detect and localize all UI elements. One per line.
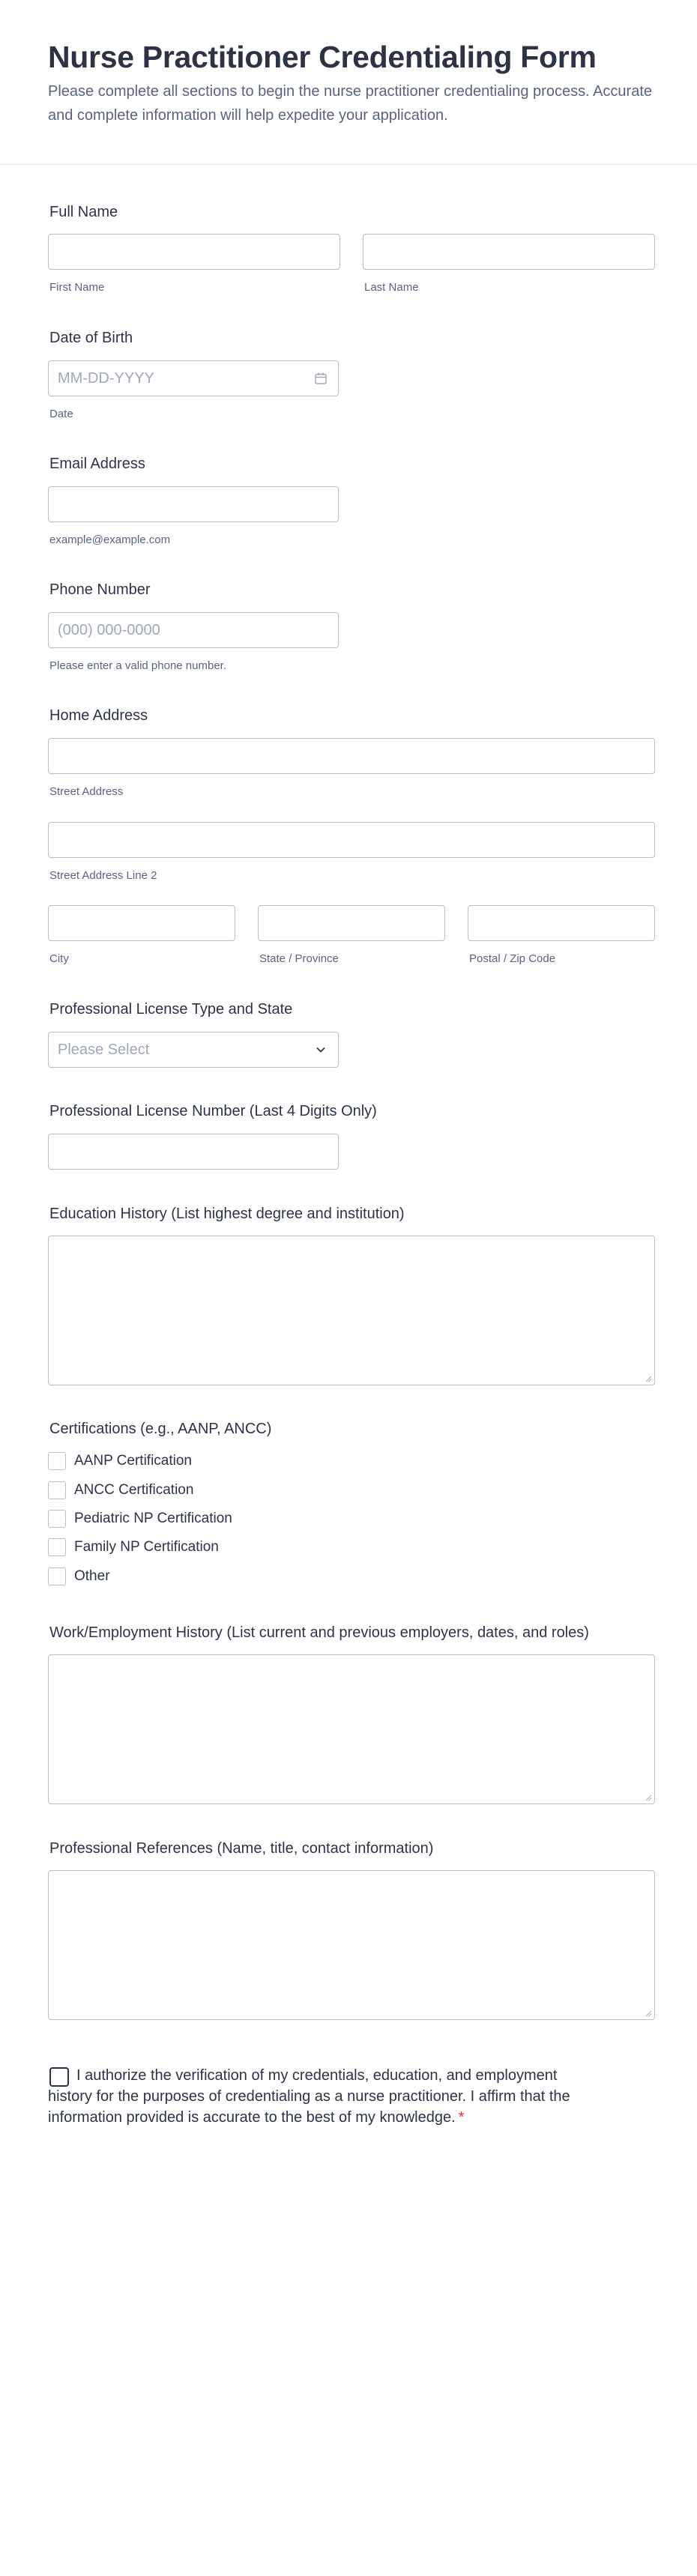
- license-type-label: Professional License Type and State: [49, 1001, 293, 1018]
- last-name-sublabel: Last Name: [364, 281, 419, 294]
- address-label: Home Address: [49, 707, 148, 724]
- certification-option[interactable]: [48, 1451, 192, 1472]
- consent-text: I authorize the verification of my credentials, education, and employment history for the purposes of credentialing as a nurse practitioner. I affirm that the information provided is accurate to the best of my knowledge.: [48, 2067, 570, 2126]
- header-divider: [0, 164, 697, 165]
- certification-option-label: Pediatric NP Certification: [74, 1511, 232, 1526]
- zip-input[interactable]: [468, 905, 655, 941]
- checkbox[interactable]: [48, 1567, 66, 1585]
- certification-option-label: Other: [74, 1568, 110, 1584]
- checkbox[interactable]: [48, 1538, 66, 1556]
- first-name-input[interactable]: [48, 234, 340, 270]
- resize-grip-icon[interactable]: [645, 2010, 652, 2017]
- last-name-input[interactable]: [363, 234, 655, 270]
- references-label: Professional References (Name, title, contact information): [49, 1840, 434, 1857]
- city-input[interactable]: [48, 905, 235, 941]
- resize-grip-icon[interactable]: [645, 1375, 652, 1382]
- consent-statement: [48, 2065, 603, 2128]
- certification-option[interactable]: [48, 1537, 219, 1558]
- state-input[interactable]: [258, 905, 445, 941]
- phone-sublabel: Please enter a valid phone number.: [49, 659, 226, 672]
- form-header: [48, 37, 663, 127]
- street-address-line2-sublabel: Street Address Line 2: [49, 869, 157, 882]
- form-subtitle: Please complete all sections to begin the nurse practitioner credentialing process. Accurate and complete information will help expedite your application.: [48, 83, 653, 124]
- resize-grip-icon[interactable]: [645, 1794, 652, 1801]
- license-type-placeholder: Please Select: [58, 1041, 150, 1058]
- license-number-input[interactable]: [48, 1134, 339, 1170]
- first-name-sublabel: First Name: [49, 281, 105, 294]
- dob-input[interactable]: [48, 360, 339, 396]
- dob-placeholder: MM-DD-YYYY: [58, 369, 154, 387]
- certification-option-label: ANCC Certification: [74, 1482, 194, 1498]
- certification-option-label: AANP Certification: [74, 1453, 192, 1469]
- certifications-label: Certifications (e.g., AANP, ANCC): [49, 1421, 272, 1437]
- certification-option[interactable]: [48, 1480, 193, 1501]
- email-sublabel: example@example.com: [49, 533, 171, 546]
- references-textarea[interactable]: [48, 1870, 655, 2020]
- street-address-input[interactable]: [48, 738, 655, 774]
- full-name-label: Full Name: [49, 204, 118, 220]
- checkbox[interactable]: [48, 1510, 66, 1528]
- license-number-label: Professional License Number (Last 4 Digits Only): [49, 1103, 377, 1119]
- calendar-icon[interactable]: [314, 372, 328, 385]
- phone-label: Phone Number: [49, 581, 151, 598]
- chevron-down-icon[interactable]: [314, 1043, 328, 1056]
- certification-option-label: Family NP Certification: [74, 1539, 219, 1555]
- form-title: Nurse Practitioner Credentialing Form: [48, 40, 597, 74]
- state-sublabel: State / Province: [259, 952, 339, 965]
- phone-input[interactable]: [48, 612, 339, 648]
- dob-sublabel: Date: [49, 408, 73, 420]
- employment-textarea[interactable]: [48, 1654, 655, 1804]
- checkbox[interactable]: [48, 1481, 66, 1499]
- employment-label: Work/Employment History (List current and previous employers, dates, and roles): [49, 1624, 589, 1641]
- education-label: Education History (List highest degree and institution): [49, 1206, 405, 1222]
- email-input[interactable]: [48, 486, 339, 522]
- email-label: Email Address: [49, 456, 145, 472]
- required-asterisk: *: [458, 2109, 465, 2126]
- phone-placeholder: (000) 000-0000: [58, 621, 160, 638]
- zip-sublabel: Postal / Zip Code: [469, 952, 556, 965]
- dob-label: Date of Birth: [49, 330, 133, 346]
- certification-option[interactable]: [48, 1566, 110, 1587]
- license-type-select[interactable]: [48, 1032, 339, 1068]
- city-sublabel: City: [49, 952, 69, 965]
- street-address-line2-input[interactable]: [48, 822, 655, 858]
- street-address-sublabel: Street Address: [49, 785, 124, 798]
- checkbox[interactable]: [48, 1452, 66, 1470]
- certification-option[interactable]: [48, 1508, 232, 1529]
- education-textarea[interactable]: [48, 1236, 655, 1385]
